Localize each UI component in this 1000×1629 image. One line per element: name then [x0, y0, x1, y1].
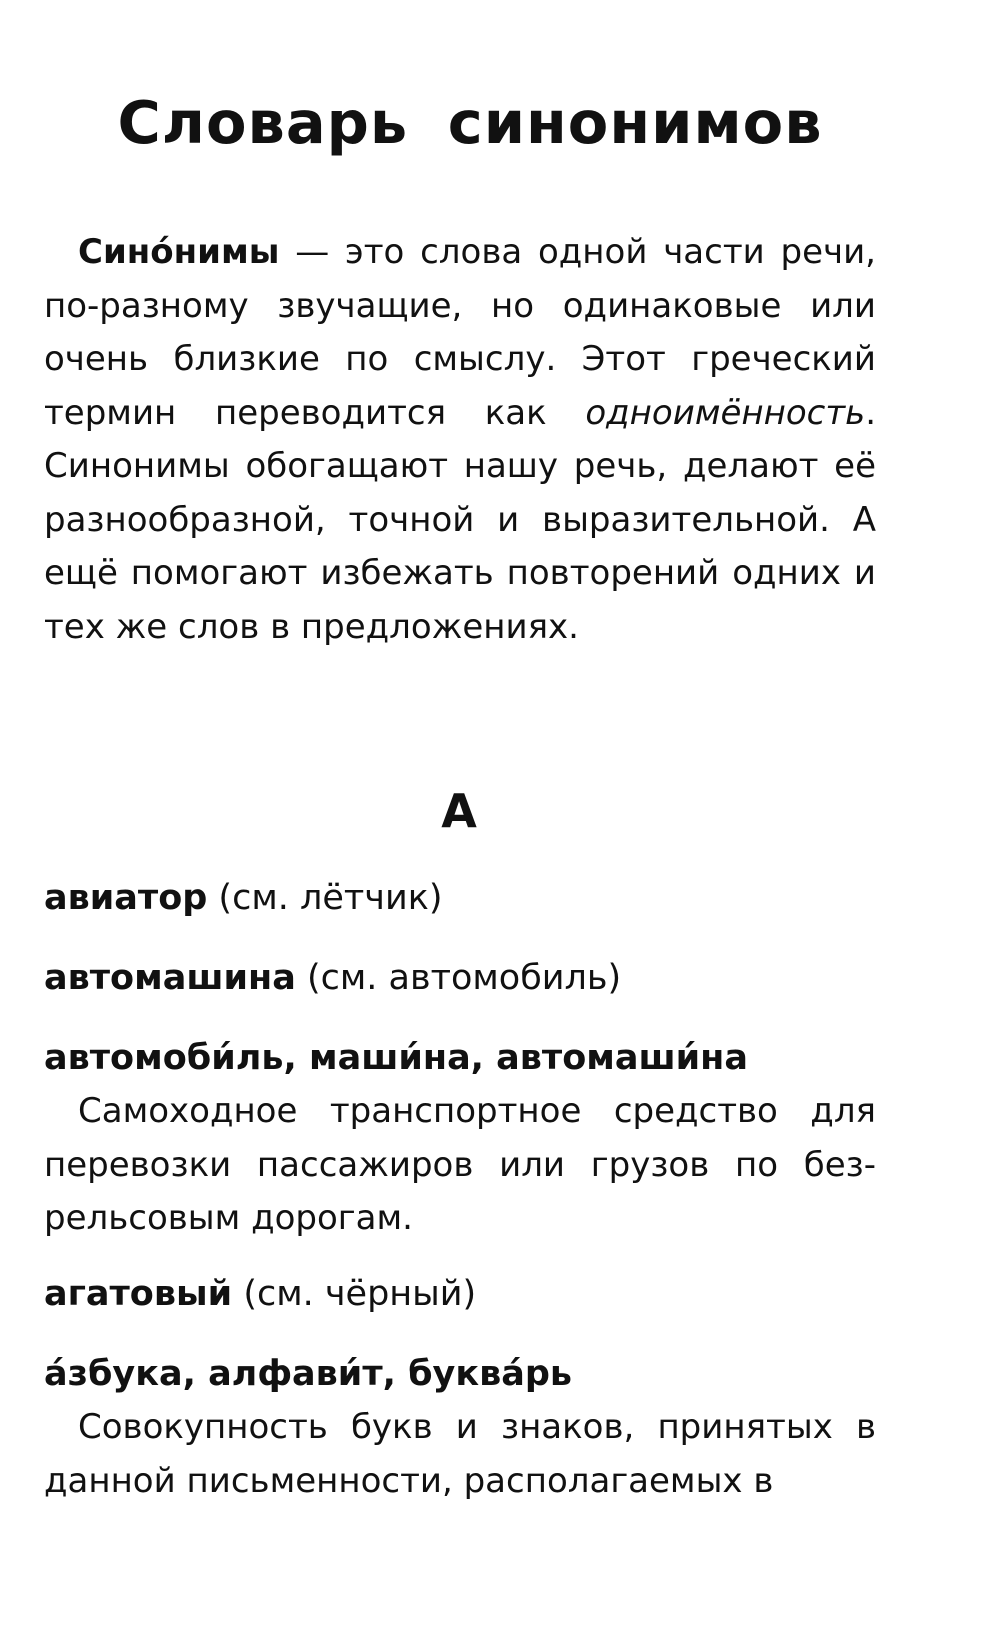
entry-headword-line — [44, 871, 876, 925]
entry-avtomashina — [44, 951, 876, 1005]
entry-headword: а́збука, алфави́т, буква́рь — [44, 1354, 573, 1394]
entry-headword-line — [44, 1347, 876, 1401]
entry-definition: Совокупность букв и знаков, принятых в данной письменности, располагаемых в — [44, 1407, 876, 1501]
entry-avtomobil — [44, 1031, 876, 1246]
intro-text-part2: . Синонимы обогащают нашу речь, делают её разнообразной, точной и выразительной. А ещё помогают избежать повторений одних и тех же слов в предложениях. — [44, 392, 876, 647]
entry-headword: автомоби́ль, маши́на, автомаши́на — [44, 1038, 748, 1078]
entry-headword: автомашина — [44, 958, 296, 998]
entry-definition: Самоходное транспортное средство для перевозки пассажиров или грузов по безрельсовым дорогам. — [44, 1091, 876, 1238]
entry-headword: авиатор — [44, 878, 208, 918]
entry-headword-line — [44, 951, 876, 1005]
entry-headword-line — [44, 1267, 876, 1321]
intro-italic-word: одноимённость — [585, 392, 866, 433]
entry-reference: (см. чёрный) — [232, 1274, 477, 1314]
entry-agatovyi — [44, 1267, 876, 1321]
intro-term: Сино́нимы — [78, 232, 280, 272]
entry-headword: агатовый — [44, 1274, 233, 1314]
entry-azbuka — [44, 1347, 876, 1508]
intro-text-part1: — это слова одной части речи, по-разному звучащие, но одинаковые или очень близкие по смыслу. Этот греческий термин переводится как — [44, 232, 876, 433]
entry-headword-line — [44, 1031, 876, 1085]
intro-paragraph — [44, 226, 876, 654]
entry-aviator — [44, 871, 876, 925]
page-title: Словарь синонимов — [117, 88, 823, 157]
entry-reference: (см. автомобиль) — [295, 958, 622, 998]
entry-reference: (см. лётчик) — [207, 878, 443, 918]
letter-heading: А — [441, 784, 477, 838]
